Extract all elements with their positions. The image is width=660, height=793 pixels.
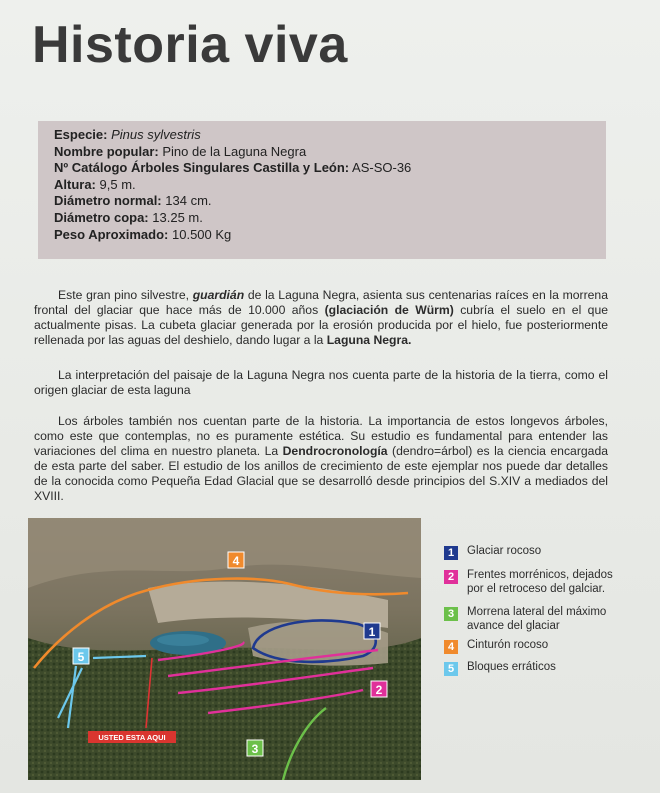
spec-value: 134 cm.: [165, 193, 212, 209]
spec-value: 9,5 m.: [99, 176, 136, 192]
legend-label: Bloques erráticos: [467, 661, 556, 673]
legend-swatch: 2: [444, 570, 458, 584]
spec-diametro-normal: [54, 193, 411, 210]
spec-value: 13.25 m.: [152, 209, 203, 225]
text-emphasis: guardián: [192, 288, 245, 302]
text-run: Los árboles también nos cuentan parte de la historia. La importancia de estos longevos árboles, como este que contemplas, no es puramente estética. Su estudio es fundamental para entender las variaciones del clima en nuestro planeta. La: [34, 414, 608, 458]
spec-especie: [54, 127, 411, 144]
spec-label: Diámetro normal:: [54, 193, 162, 209]
spec-label: Nº Catálogo Árboles Singulares Castilla y León:: [54, 160, 350, 176]
spec-value: 10.500 Kg: [172, 226, 232, 242]
you-are-here-label: USTED ESTA AQUI: [98, 733, 166, 742]
lake-highlight: [157, 634, 209, 646]
legend-swatch: 3: [444, 607, 458, 621]
text-run: Este gran pino silvestre,: [58, 288, 193, 302]
text-run: cubría el suelo en el que actualmente pisas. La cubeta glaciar generada por la erosión producida por el hielo, fue posteriormente rellenada por las aguas del deshielo, dando lugar a la: [34, 302, 608, 347]
marker-1-label: 1: [368, 625, 376, 639]
landscape-photo: [28, 518, 421, 780]
legend-swatch: 1: [444, 546, 458, 560]
text-strong: Dendrocronología: [282, 443, 388, 458]
paragraph-interpretacion: [34, 368, 608, 398]
spec-peso: [54, 227, 411, 244]
marker-4-label: 4: [232, 554, 240, 568]
legend-swatch: 5: [444, 662, 458, 676]
spec-label: Altura:: [54, 176, 96, 192]
legend-label: Morrena lateral del máximo avance del glaciar: [467, 606, 607, 632]
spec-value: Pinus sylvestris: [111, 127, 201, 142]
spec-value: AS-SO-36: [352, 160, 412, 176]
sign-title: Historia viva: [32, 16, 348, 74]
legend-swatch: 4: [444, 640, 458, 654]
text-run: (dendro=árbol) es la ciencia encargada de esta parte del saber. El estudio de los anillos de crecimiento de este ejemplar nos puede dar detalles de la conocida como Pequeña Edad Glacial que se desarrolló desde principios del S.XIV a mediados del XVIII.: [34, 443, 608, 503]
tree-specs-panel: [38, 121, 606, 259]
text-run: de la Laguna Negra, asienta sus centenarias raíces en la morrena frontal del glaciar que hace más de 10.000 años: [34, 288, 608, 317]
legend-label: Glaciar rocoso: [467, 545, 542, 557]
spec-diametro-copa: [54, 210, 411, 227]
paragraph-dendrocronologia: [34, 414, 608, 503]
marker-2-label: 2: [375, 683, 383, 697]
spec-value: Pino de la Laguna Negra: [162, 143, 307, 159]
spec-label: Diámetro copa:: [54, 209, 149, 225]
text-strong: Laguna Negra.: [326, 332, 412, 347]
text-strong: (glaciación de Würm): [324, 302, 454, 317]
marker-3-label: 3: [251, 742, 259, 756]
spec-nombre-popular: [54, 144, 411, 161]
spec-label: Peso Aproximado:: [54, 226, 169, 242]
text-run: La interpretación del paisaje de la Laguna Negra nos cuenta parte de la historia de la tierra, como el origen glaciar de esta laguna: [34, 368, 608, 397]
spec-altura: [54, 177, 411, 194]
legend-label: Frentes morrénicos, dejados por el retroceso del galciar.: [467, 569, 613, 595]
paragraph-guardian: [34, 288, 608, 348]
legend-label: Cinturón rocoso: [467, 639, 549, 651]
spec-catalogo: [54, 160, 411, 177]
spec-label: Especie:: [54, 127, 108, 142]
spec-label: Nombre popular:: [54, 143, 159, 159]
marker-5-label: 5: [77, 650, 85, 664]
